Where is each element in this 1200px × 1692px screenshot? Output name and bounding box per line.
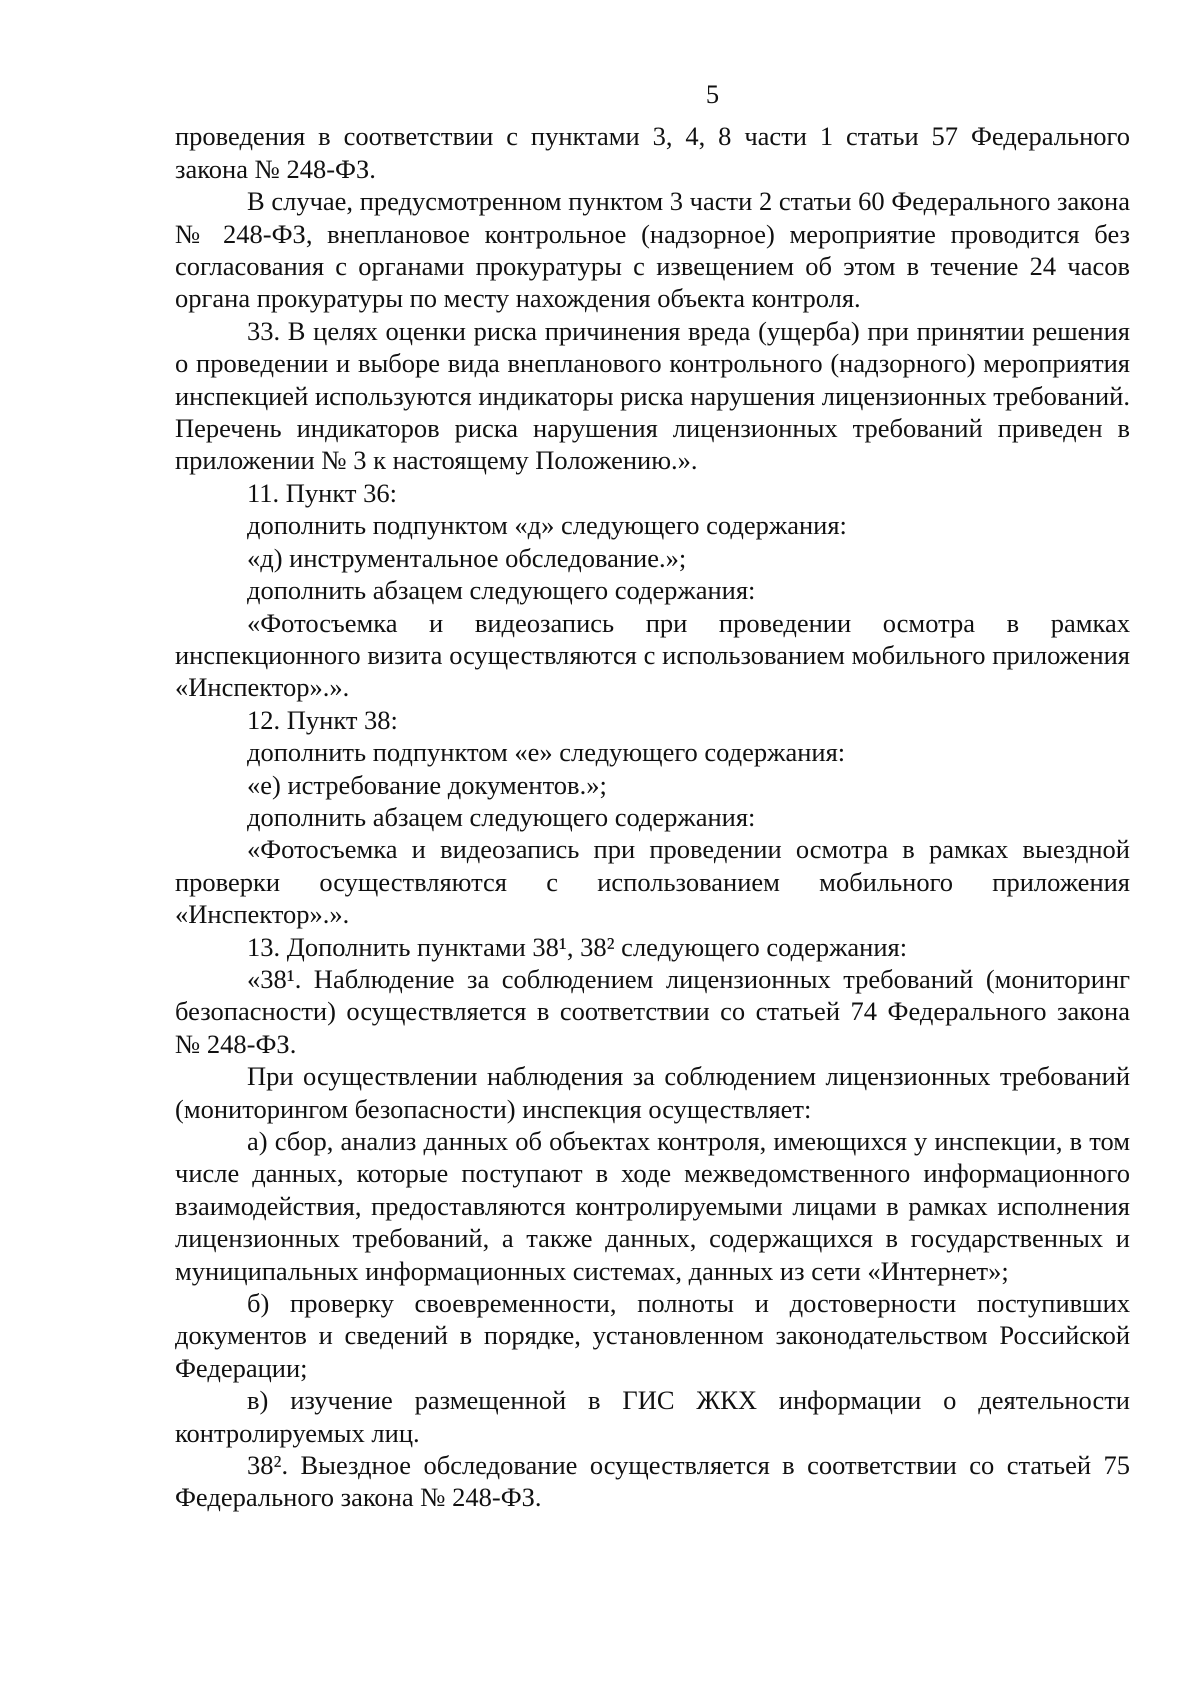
paragraph-add-subitem-d: дополнить подпунктом «д» следующего содержания: [247, 510, 847, 541]
paragraph-add-abzac-2: дополнить абзацем следующего содержания: [247, 801, 756, 832]
paragraph-action-a: а) сбор, анализ данных об объектах контроля, имеющихся у инспекции, в том числе данных, которые поступают в ходе межведомственного информационного взаимодействия, предоставляются контролируемыми лицами в рамках исполнения лицензионных требований, а также данных, содержащихся в государственных и муниципальных информационных системах, данных из сети «Интернет»; [175, 1126, 1130, 1286]
paragraph-subitem-e: «е) истребование документов.»; [247, 769, 607, 800]
paragraph-photo-field-check: «Фотосъемка и видеозапись при проведении осмотра в рамках выездной проверки осуществляются с использованием мобильного приложения «Инспектор».». [175, 834, 1130, 930]
paragraph-item-11: 11. Пункт 36: [247, 477, 397, 508]
paragraph-action-b: б) проверку своевременности, полноты и достоверности поступивших документов и сведений в порядке, установленном законодательством Российской Федерации; [175, 1288, 1130, 1383]
paragraph-item-12: 12. Пункт 38: [247, 704, 398, 735]
paragraph-subitem-d: «д) инструментальное обследование.»; [247, 542, 687, 573]
paragraph-action-v: в) изучение размещенной в ГИС ЖКХ информации о деятельности контролируемых лиц. [175, 1385, 1130, 1448]
page-number: 5 [705, 79, 720, 109]
paragraph-item-13: 13. Дополнить пунктами 38¹, 38² следующего содержания: [247, 931, 908, 962]
paragraph-33-risk-indicators: 33. В целях оценки риска причинения вреда (ущерба) при принятии решения о проведении и выборе вида внепланового контрольного (надзорного) мероприятия инспекцией используются индикаторы риска нарушения лицензионных требований. Перечень индикаторов риска нарушения лицензионных требований приведен в приложении № 3 к настоящему Положению.». [175, 315, 1130, 476]
paragraph-add-subitem-e: дополнить подпунктом «е» следующего содержания: [247, 737, 846, 768]
paragraph-add-abzac-1: дополнить абзацем следующего содержания: [247, 575, 756, 606]
paragraph-38-1-monitoring: «38¹. Наблюдение за соблюдением лицензионных требований (мониторинг безопасности) осуществляется в соответствии со статьей 74 Федерального закона № 248-ФЗ. [175, 963, 1130, 1059]
paragraph-monitoring-actions: При осуществлении наблюдения за соблюдением лицензионных требований (мониторингом безопасности) инспекция осуществляет: [175, 1061, 1130, 1124]
paragraph-unplanned-inspection: В случае, предусмотренном пунктом 3 части 2 статьи 60 Федерального закона № 248-ФЗ, внеплановое контрольное (надзорное) мероприятие проводится без согласования с органами прокуратуры с извещением об этом в течение 24 часов органа прокуратуры по месту нахождения объекта контроля. [175, 186, 1130, 314]
paragraph-continuation: проведения в соответствии с пунктами 3, 4, 8 части 1 статьи 57 Федерального закона № 248-ФЗ. [175, 121, 1130, 184]
paragraph-photo-inspection-visit: «Фотосъемка и видеозапись при проведении осмотра в рамках инспекционного визита осуществляются с использованием мобильного приложения «Инспектор».». [175, 607, 1130, 703]
paragraph-38-2-field-survey: 38². Выездное обследование осуществляется в соответствии со статьей 75 Федерального закона № 248-ФЗ. [175, 1450, 1130, 1513]
